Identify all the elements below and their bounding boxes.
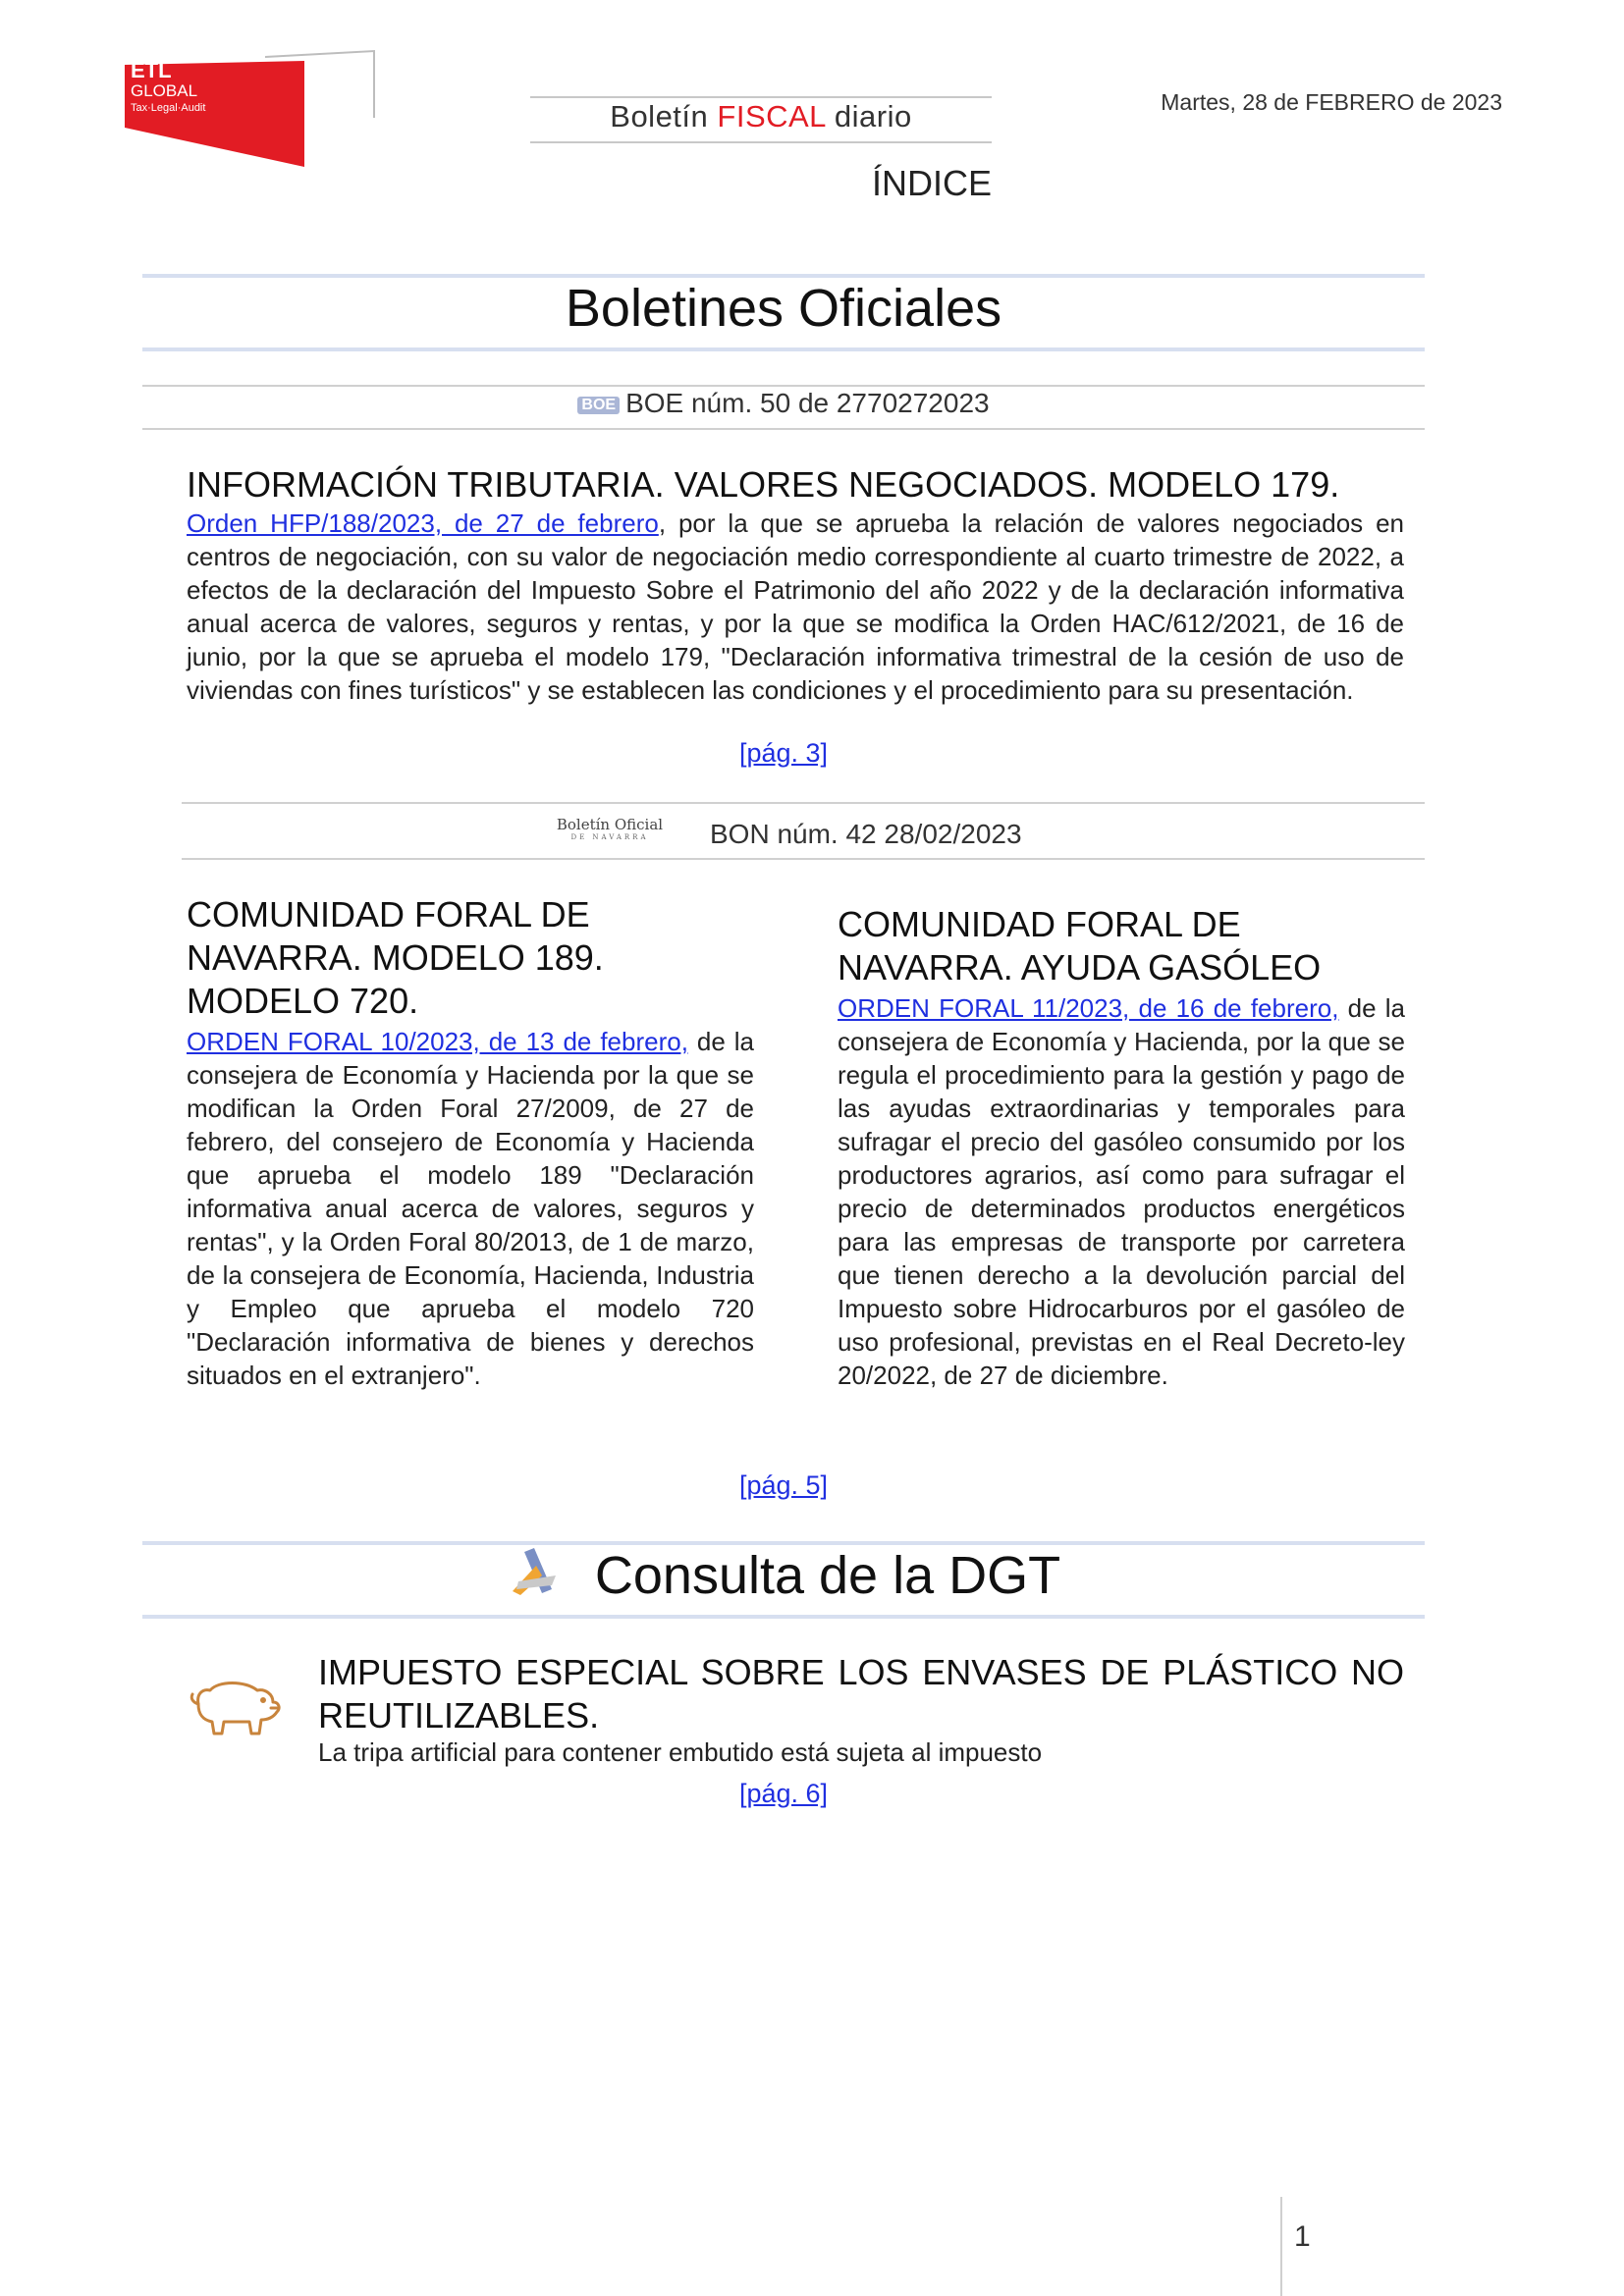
bon-logo bbox=[556, 817, 664, 842]
dgt-title: Consulta de la DGT bbox=[594, 1546, 1061, 1605]
section-bottom-rule bbox=[142, 347, 1425, 351]
bon-page-ref-link[interactable]: [pág. 5] bbox=[738, 1470, 829, 1500]
etl-global-logo bbox=[125, 57, 304, 167]
page-number-divider bbox=[1280, 2197, 1282, 2296]
boe-page-ref-wrap bbox=[142, 738, 1425, 769]
bon-right-item-title: COMUNIDAD FORAL DE NAVARRA. AYUDA GASÓLEO bbox=[838, 904, 1322, 988]
bulletin-suffix: diario bbox=[825, 99, 912, 133]
index-heading: ÍNDICE bbox=[871, 163, 992, 203]
bon-logo-line2: DE NAVARRA bbox=[570, 833, 649, 841]
boe-page-ref-link[interactable]: [pág. 3] bbox=[738, 738, 829, 768]
bon-top-rule bbox=[182, 802, 1425, 804]
dgt-item-text: La tripa artificial para contener embutido está sujeta al impuesto bbox=[318, 1737, 1043, 1767]
boe-bottom-rule bbox=[142, 428, 1425, 430]
bon-left-order-link[interactable]: ORDEN FORAL 10/2023, de 13 de febrero, bbox=[187, 1027, 688, 1056]
bon-right-item-text: de la consejera de Economía y Hacienda, por la que se regula el procedimiento para la gestión y pago de las ayudas extraordinarias y temporales para sufragar el precio del gasóleo consumido por los productores agrarios, así como para sufragar el precio de determinados productos energéticos para las empresas de transporte por carretera que tienen derecho a la devolución parcial del Impuesto sobre Hidrocarburos por el gasóleo de uso profesional, previstas en el Real Decreto-ley 20/2022, de 27 de diciembre. bbox=[838, 993, 1405, 1390]
bon-bottom-rule bbox=[182, 858, 1425, 860]
dgt-page-ref-link[interactable]: [pág. 6] bbox=[738, 1779, 829, 1808]
bulletin-prefix: Boletín bbox=[610, 99, 718, 133]
bon-page-ref-wrap bbox=[142, 1470, 1425, 1501]
pig-icon bbox=[189, 1677, 283, 1745]
dgt-title-row bbox=[142, 1545, 1425, 1606]
agencia-tributaria-icon bbox=[507, 1546, 562, 1597]
bulletin-top-rule bbox=[530, 96, 992, 98]
logo-text-tagline: Tax·Legal·Audit bbox=[131, 102, 206, 114]
dgt-page-ref-wrap bbox=[142, 1779, 1425, 1809]
bulletin-highlight: FISCAL bbox=[717, 99, 826, 133]
bulletin-bottom-rule bbox=[530, 141, 992, 143]
bon-source: BON núm. 42 28/02/2023 bbox=[710, 819, 1022, 849]
header-date: Martes, 28 de FEBRERO de 2023 bbox=[1161, 89, 1502, 115]
boe-item-title: INFORMACIÓN TRIBUTARIA. VALORES NEGOCIADOS. MODELO 179. bbox=[187, 464, 1340, 505]
bon-left-item-text: de la consejera de Economía y Hacienda por la que se modifican la Orden Foral 27/2009, de 27 de febrero, del consejero de Economía y Hacienda que aprueba el modelo 189 "Declaración informativa anual acerca de valores, seguros y rentas", y la Orden Foral 80/2013, de 1 de marzo, de la consejera de Economía, Hacienda, Industria y Empleo que aprueba el modelo 720 "Declaración informativa de bienes y derechos situados en el extranjero". bbox=[187, 1027, 754, 1390]
dgt-item-title: IMPUESTO ESPECIAL SOBRE LOS ENVASES DE PLÁSTICO NO REUTILIZABLES. bbox=[318, 1652, 1404, 1735]
dgt-bottom-rule bbox=[142, 1615, 1425, 1619]
logo-text-global: GLOBAL bbox=[131, 81, 198, 100]
boe-top-rule bbox=[142, 385, 1425, 387]
boe-source-line bbox=[142, 388, 1425, 419]
boe-icon: BOE bbox=[577, 397, 620, 414]
bon-logo-line1: Boletín Oficial bbox=[556, 816, 664, 833]
boe-item-body bbox=[187, 507, 1404, 707]
bulletin-name bbox=[530, 99, 992, 134]
bon-left-item-body bbox=[187, 1025, 754, 1392]
bon-right-item-body bbox=[838, 991, 1405, 1392]
page-number: 1 bbox=[1294, 2220, 1311, 2253]
boe-item-text: , por la que se aprueba la relación de valores negociados en centros de negociación, con su valor de negociación medio correspondiente al cuarto trimestre de 2022, a efectos de la declaración del Impuesto Sobre el Patrimonio del año 2022 y de la declaración informativa anual acerca de valores, seguros y rentas, y por la que se modifica la Orden HAC/612/2021, de 16 de junio, por la que se aprueba el modelo 179, "Declaración informativa trimestral de la cesión de uso de viviendas con fines turísticos" y se establecen las condiciones y el procedimiento para su presentación. bbox=[187, 508, 1404, 705]
bon-right-order-link[interactable]: ORDEN FORAL 11/2023, de 16 de febrero, bbox=[838, 993, 1339, 1023]
section-title-boletines: Boletines Oficiales bbox=[565, 279, 1002, 338]
logo-text-etl: ETL bbox=[131, 58, 172, 82]
bon-left-item-title: COMUNIDAD FORAL DE NAVARRA. MODELO 189. MODELO 720. bbox=[187, 894, 604, 1021]
boe-order-link[interactable]: Orden HFP/188/2023, de 27 de febrero bbox=[187, 508, 659, 538]
boe-source: BOE núm. 50 de 2770272023 bbox=[625, 388, 990, 418]
